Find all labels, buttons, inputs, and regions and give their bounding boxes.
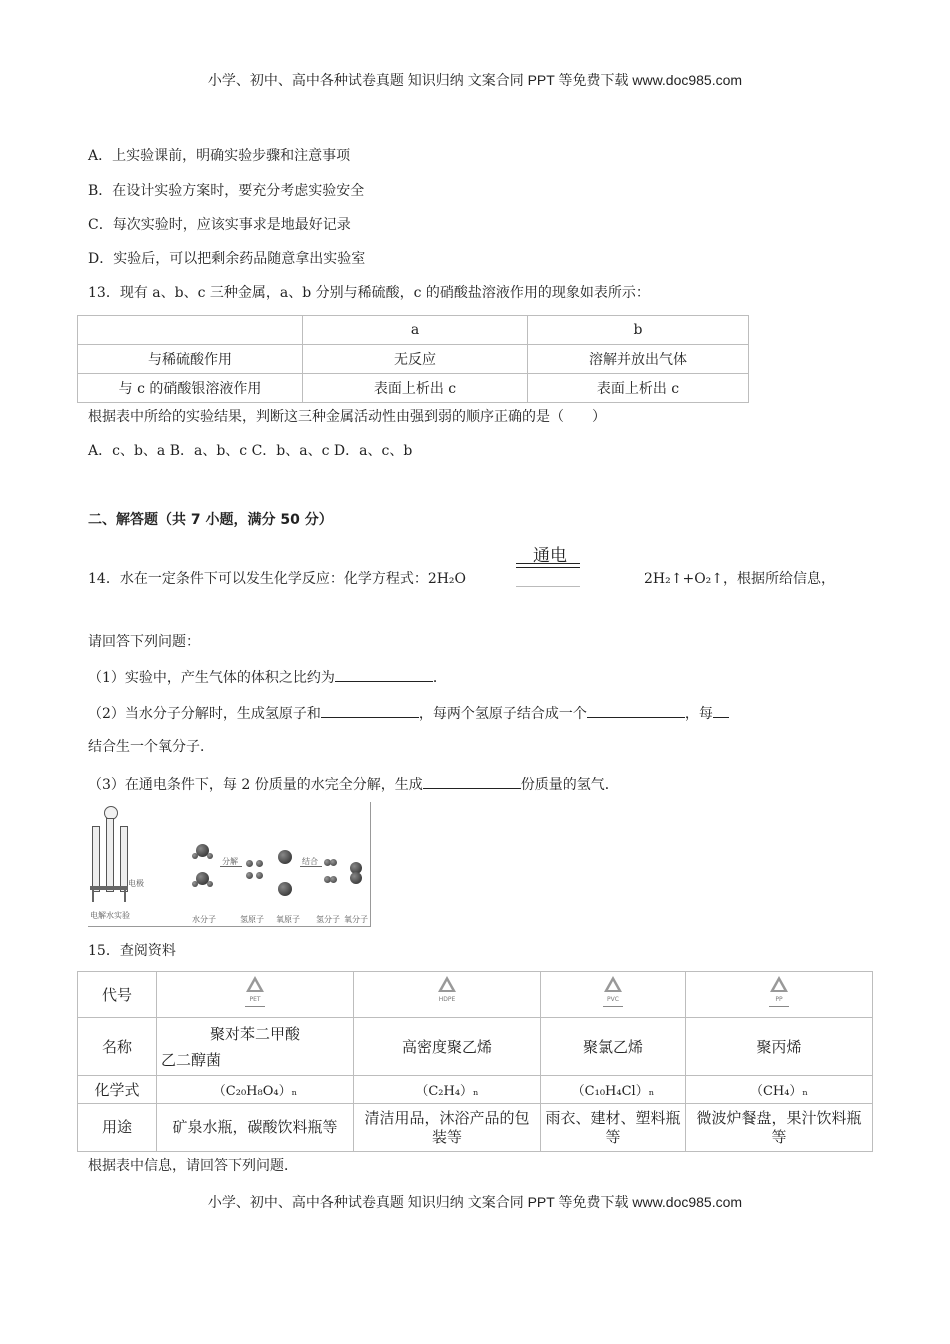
q14-sub3-end: 份质量的氢气． [520,777,619,793]
formula-pp: （CH₄）ₙ [686,1076,873,1104]
header-watermark: 小学、初中、高中各种试卷真题 知识归纳 文案合同 PPT 等免费下载 www.doc985.com [207,72,743,88]
row-label-use: 用途 [78,1104,157,1152]
q14-stem-prefix: 14．水在一定条件下可以发生化学反应：化学方程式：2H₂O [88,571,467,587]
electrode-label: 电极 [128,879,144,888]
name-pvc: 聚氯乙烯 [541,1018,686,1076]
q13-header-b: b [528,316,749,345]
section2-title: 二、解答题（共 7 小题，满分 50 分） [88,512,333,528]
table-row [78,1018,873,1076]
decompose-label: 分解 [222,857,238,866]
recycle-pet-icon: PET [243,976,267,1010]
q13-row2-a: 表面上析出 c [303,374,528,403]
combine-label: 结合 [302,857,318,866]
q13-header-blank [78,316,303,345]
q13-table [77,315,749,403]
table-row [78,972,873,1018]
formula-pvc: （C₁₀H₄Cl）ₙ [541,1076,686,1104]
row-label-code: 代号 [78,972,157,1018]
q14-sub1 [88,667,447,687]
row-label-formula: 化学式 [78,1076,157,1104]
q13-row1-label: 与稀硫酸作用 [78,345,303,374]
caption-oxygen-atom: 氧原子 [276,915,300,924]
q14-sub3 [88,774,619,794]
name-pp: 聚丙烯 [686,1018,873,1076]
recycle-pp-icon: PP [767,976,791,1010]
formula-hdpe: （C₂H₄）ₙ [354,1076,541,1104]
name-hdpe: 高密度聚乙烯 [354,1018,541,1076]
name-pet-line2: 乙二醇菌 [161,1050,222,1069]
use-hdpe: 清洁用品，沐浴产品的包装等 [354,1104,541,1152]
q14-sub3-text: （3）在通电条件下，每 2 份质量的水完全分解，生成 [88,777,423,793]
table-row [78,1104,873,1152]
q13-row2-label: 与 c 的硝酸银溶液作用 [78,374,303,403]
caption-oxygen-molecule: 氧分子 [344,915,368,924]
reaction-condition: 通电 [533,546,567,566]
table-row [78,374,749,403]
answer-blank-3[interactable] [587,703,685,718]
q14-sub2 [88,703,729,723]
q13-header-a: a [303,316,528,345]
use-pvc: 雨衣、建材、塑料瓶等 [541,1104,686,1152]
q12-option-d: D．实验后，可以把剩余药品随意拿出实验室 [88,251,366,267]
caption-hydrogen-molecule: 氢分子 [316,915,340,924]
code-pet [157,972,354,1018]
q14-prompt: 请回答下列问题： [88,634,200,650]
formula-pet: （C₂₀H₈O₄）ₙ [157,1076,354,1104]
q15-stem: 15．查阅资料 [88,943,176,959]
arrow-icon [220,866,242,867]
q12-option-a: A．上实验课前，明确实验步骤和注意事项 [88,148,351,164]
q14-sub2-text-a: （2）当水分子分解时，生成氢原子和 [88,706,321,722]
electrolysis-diagram [88,802,371,927]
table-row [78,1076,873,1104]
table-row [78,345,749,374]
answer-blank-4[interactable] [713,703,729,718]
q14-sub1-end: ． [432,670,447,686]
code-pvc [541,972,686,1018]
caption-water-molecule: 水分子 [192,915,216,924]
q14-sub2-text-b: ，每两个氢原子结合成一个 [418,706,587,722]
equation-double-line [516,563,580,568]
name-pet [157,1018,354,1076]
q13-row1-b: 溶解并放出气体 [528,345,749,374]
use-pet: 矿泉水瓶，碳酸饮料瓶等 [157,1104,354,1152]
row-label-name: 名称 [78,1018,157,1076]
footer-watermark: 小学、初中、高中各种试卷真题 知识归纳 文案合同 PPT 等免费下载 www.doc985.com [207,1194,743,1210]
recycle-hdpe-icon: HDPE [435,976,459,1010]
q13-row1-a: 无反应 [303,345,528,374]
q12-option-b: B．在设计实验方案时，要充分考虑实验安全 [88,183,365,199]
q14-stem-suffix: 2H₂↑+O₂↑，根据所给信息， [644,571,836,587]
q14-sub2-text-c: ，每 [684,706,713,722]
q13-question: 根据表中所给的实验结果，判断这三种金属活动性由强到弱的顺序正确的是（ ） [88,409,606,425]
code-pp [686,972,873,1018]
name-pet-line1: 聚对苯二甲酸 [209,1024,300,1043]
equation-underline [516,586,580,587]
q15-after: 根据表中信息，请回答下列问题． [88,1158,298,1174]
code-hdpe [354,972,541,1018]
q14-sub1-text: （1）实验中，产生气体的体积之比约为 [88,670,335,686]
use-pp: 微波炉餐盘，果汁饮料瓶等 [686,1104,873,1152]
answer-blank-5[interactable] [423,774,521,789]
answer-blank-2[interactable] [321,703,419,718]
q13-table-header [78,316,749,345]
arrow-icon [300,866,322,867]
recycle-pvc-icon: PVC [601,976,625,1010]
apparatus-label: 电解水实验 [90,911,130,920]
caption-hydrogen-atom: 氢原子 [240,915,264,924]
q13-options: A．c、b、a B．a、b、c C．b、a、c D．a、c、b [88,443,413,459]
q13-row2-b: 表面上析出 c [528,374,749,403]
q15-table [77,971,873,1152]
q13-stem: 13．现有 a、b、c 三种金属，a、b 分别与稀硫酸，c 的硝酸盐溶液作用的现象如表所示： [88,285,650,301]
q12-option-c: C．每次实验时，应该实事求是地最好记录 [88,217,351,233]
answer-blank-1[interactable] [335,667,433,682]
q14-sub2-cont: 结合生一个氧分子． [88,739,214,755]
